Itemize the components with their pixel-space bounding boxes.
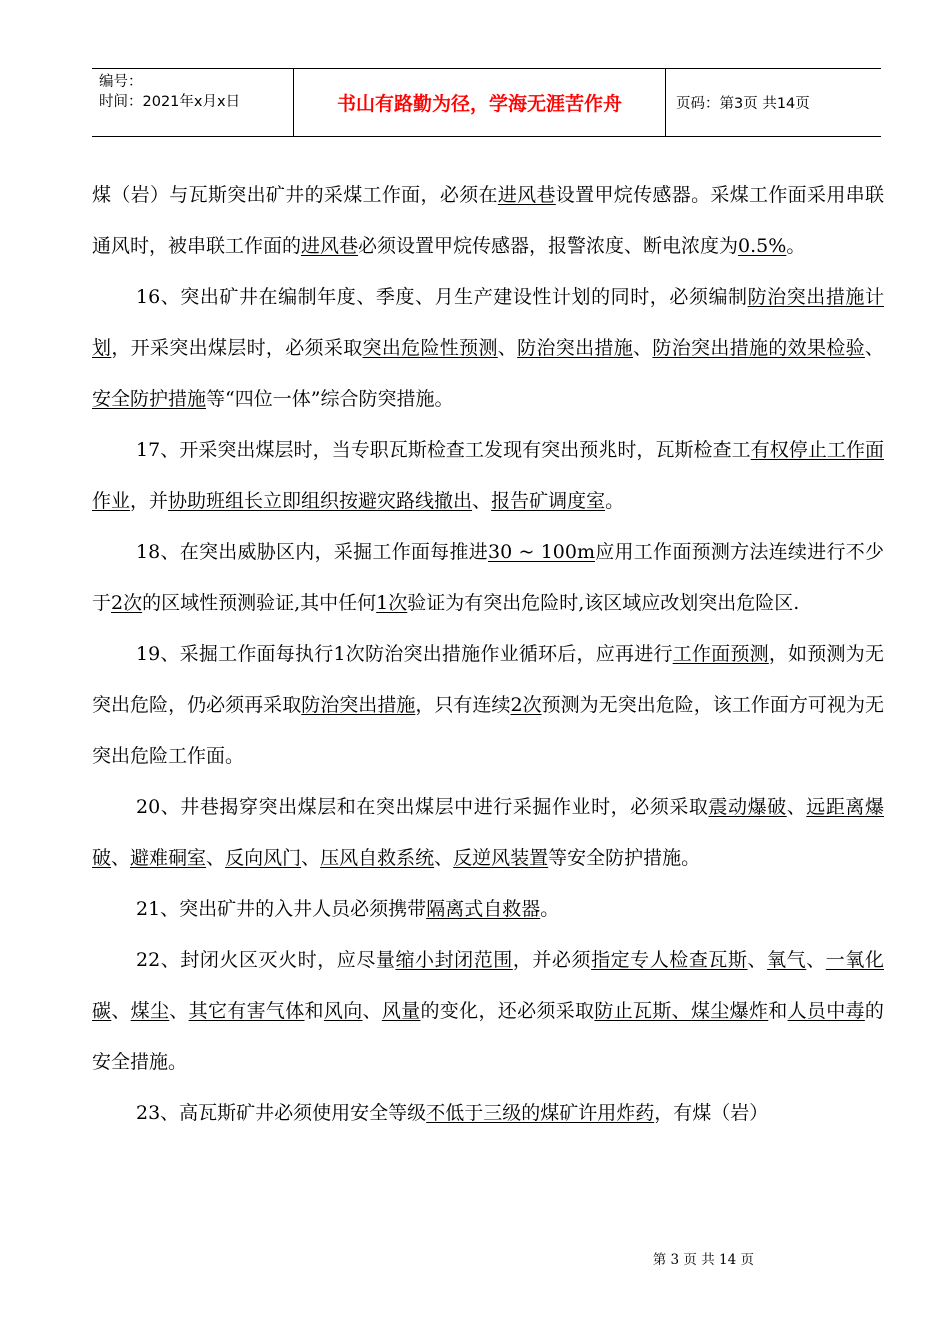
paragraph-text: 23、高瓦斯矿井必须使用安全等级 xyxy=(136,1102,427,1124)
header-meta xyxy=(92,69,294,136)
paragraph-text: 。 xyxy=(605,490,625,512)
underlined-answer: 风量 xyxy=(381,1000,421,1022)
paragraph-text: 、 xyxy=(786,796,807,818)
body-paragraph xyxy=(92,884,884,935)
body-paragraph xyxy=(92,782,884,884)
underlined-answer: 氧气 xyxy=(767,949,807,971)
document-header xyxy=(92,68,881,137)
paragraph-text: ，只有连续 xyxy=(415,694,511,716)
paragraph-text: 验证为有突出危险时,该区域应改划突出危险区. xyxy=(407,592,800,614)
underlined-answer: 1次 xyxy=(376,592,408,614)
paragraph-text: 、 xyxy=(362,1000,382,1022)
header-page-number: 页码：第3页 共14页 xyxy=(676,96,810,112)
underlined-answer: 反逆风装置 xyxy=(453,847,549,869)
paragraph-text: 、 xyxy=(633,337,653,359)
underlined-answer: 避难硐室 xyxy=(130,847,207,869)
paragraph-text: ，有煤（岩） xyxy=(654,1102,769,1124)
underlined-answer: 人员中毒 xyxy=(787,1000,865,1022)
paragraph-text: 和 xyxy=(768,1000,788,1022)
paragraph-text: 和 xyxy=(304,1000,324,1022)
underlined-answer: 指定专人检查瓦斯 xyxy=(591,949,748,971)
body-paragraph xyxy=(92,425,884,527)
paragraph-text: 19、采掘工作面每执行1次防治突出措施作业循环后，应再进行 xyxy=(136,643,673,665)
paragraph-text: 、 xyxy=(806,949,826,971)
paragraph-text: ，并 xyxy=(130,490,169,512)
paragraph-text: 、 xyxy=(169,1000,189,1022)
underlined-answer: 0.5% xyxy=(738,235,787,257)
paragraph-text: 、 xyxy=(434,847,454,869)
underlined-answer: 进风巷 xyxy=(301,235,359,257)
body-paragraph xyxy=(92,1088,884,1139)
paragraph-text: 22、封闭火区灭火时，应尽量 xyxy=(136,949,396,971)
underlined-answer: 工作面预测 xyxy=(672,643,769,665)
underlined-answer: 一氧化碳 xyxy=(92,949,884,1022)
underlined-answer: 突出危险性预测 xyxy=(362,337,498,359)
underlined-answer: 报告矿调度室 xyxy=(491,490,606,512)
underlined-answer: 2次 xyxy=(111,592,143,614)
underlined-answer: 协助班组长立即组织按避灾路线撤出 xyxy=(168,490,473,512)
paragraph-text: 、 xyxy=(747,949,768,971)
underlined-answer: 安全防护措施 xyxy=(92,388,207,410)
body-paragraph xyxy=(92,935,884,1088)
paragraph-text: ，并必须 xyxy=(512,949,592,971)
underlined-answer: 防止瓦斯、煤尘爆炸 xyxy=(594,1000,769,1022)
body-paragraph xyxy=(92,272,884,425)
underlined-answer: 煤尘 xyxy=(130,1000,170,1022)
underlined-answer: 有权停止工作面作业 xyxy=(92,439,884,512)
paragraph-text: ，开采突出煤层时，必须采取 xyxy=(111,337,363,359)
underlined-answer: 30 ~ 100m xyxy=(487,541,595,563)
underlined-answer: 进风巷 xyxy=(497,184,556,206)
underlined-answer: 其它有害气体 xyxy=(188,1000,305,1022)
underlined-answer: 震动爆破 xyxy=(708,796,787,818)
paragraph-text: 的变化，还必须采取 xyxy=(420,1000,595,1022)
paragraph-text: 煤（岩）与瓦斯突出矿井的采煤工作面，必须在 xyxy=(92,184,498,206)
paragraph-text: 、 xyxy=(111,847,131,869)
underlined-answer: 缩小封闭范围 xyxy=(395,949,513,971)
paragraph-text: 17、开采突出煤层时，当专职瓦斯检查工发现有突出预兆时，瓦斯检查工 xyxy=(136,439,751,461)
paragraph-text: 。 xyxy=(786,235,806,257)
underlined-answer: 防治突出措施 xyxy=(301,694,416,716)
underlined-answer: 防治突出措施 xyxy=(517,337,634,359)
underlined-answer: 防治突出措施的效果检验 xyxy=(652,337,865,359)
paragraph-text: 的安全措施。 xyxy=(92,1000,884,1073)
underlined-answer: 反向风门 xyxy=(225,847,302,869)
paragraph-text: 、 xyxy=(497,337,518,359)
paragraph-text: 、 xyxy=(206,847,226,869)
underlined-answer: 压风自救系统 xyxy=(320,847,435,869)
underlined-answer: 不低于三级的煤矿许用炸药 xyxy=(426,1102,655,1124)
paragraph-text: 、 xyxy=(864,337,884,359)
paragraph-text: 、 xyxy=(111,1000,131,1022)
paragraph-text: 等安全防护措施。 xyxy=(548,847,701,869)
underlined-answer: 隔离式自救器 xyxy=(426,898,541,920)
document-body xyxy=(92,170,884,1139)
paragraph-text: 等“四位一体”综合防突措施。 xyxy=(206,388,454,410)
paragraph-text: 预测为无突出危险，该工作面方可视为无突出危险工作面。 xyxy=(92,694,884,767)
paragraph-text: 的区域性预测验证,其中任何 xyxy=(142,592,377,614)
paragraph-text: 、 xyxy=(472,490,492,512)
paragraph-text: 。 xyxy=(540,898,560,920)
body-paragraph xyxy=(92,527,884,629)
paragraph-text: 应用工作面预测方法连续进行不少于 xyxy=(92,541,884,614)
paragraph-text: 21、突出矿井的入井人员必须携带 xyxy=(136,898,427,920)
paragraph-text: 18、在突出威胁区内，采掘工作面每推进 xyxy=(136,541,488,563)
document-time-label: 时间：2021年x月x日 xyxy=(99,94,241,110)
body-paragraph xyxy=(92,170,884,272)
header-motto: 书山有路勤为径，学海无涯苦作舟 xyxy=(294,69,666,136)
paragraph-text: 16、突出矿井在编制年度、季度、月生产建设性计划的同时，必须编制 xyxy=(136,286,748,308)
underlined-answer: 风向 xyxy=(323,1000,363,1022)
underlined-answer: 2次 xyxy=(510,694,542,716)
underlined-answer: 防治突出措施计划 xyxy=(92,286,884,359)
paragraph-text: 必须设置甲烷传感器，报警浓度、断电浓度为 xyxy=(358,235,739,257)
paragraph-text: 20、井巷揭穿突出煤层和在突出煤层中进行采掘作业时，必须采取 xyxy=(136,796,709,818)
body-paragraph xyxy=(92,629,884,782)
paragraph-text: 设置甲烷传感器。采煤工作面采用串联通风时，被串联工作面的 xyxy=(92,184,884,257)
document-number-label: 编号： xyxy=(99,74,143,90)
paragraph-text: ，如预测为无突出危险，仍必须再采取 xyxy=(92,643,884,716)
paragraph-text: 、 xyxy=(301,847,321,869)
page-footer: 第 3 页 共 14 页 xyxy=(652,1252,754,1268)
underlined-answer: 远距离爆破 xyxy=(92,796,884,869)
